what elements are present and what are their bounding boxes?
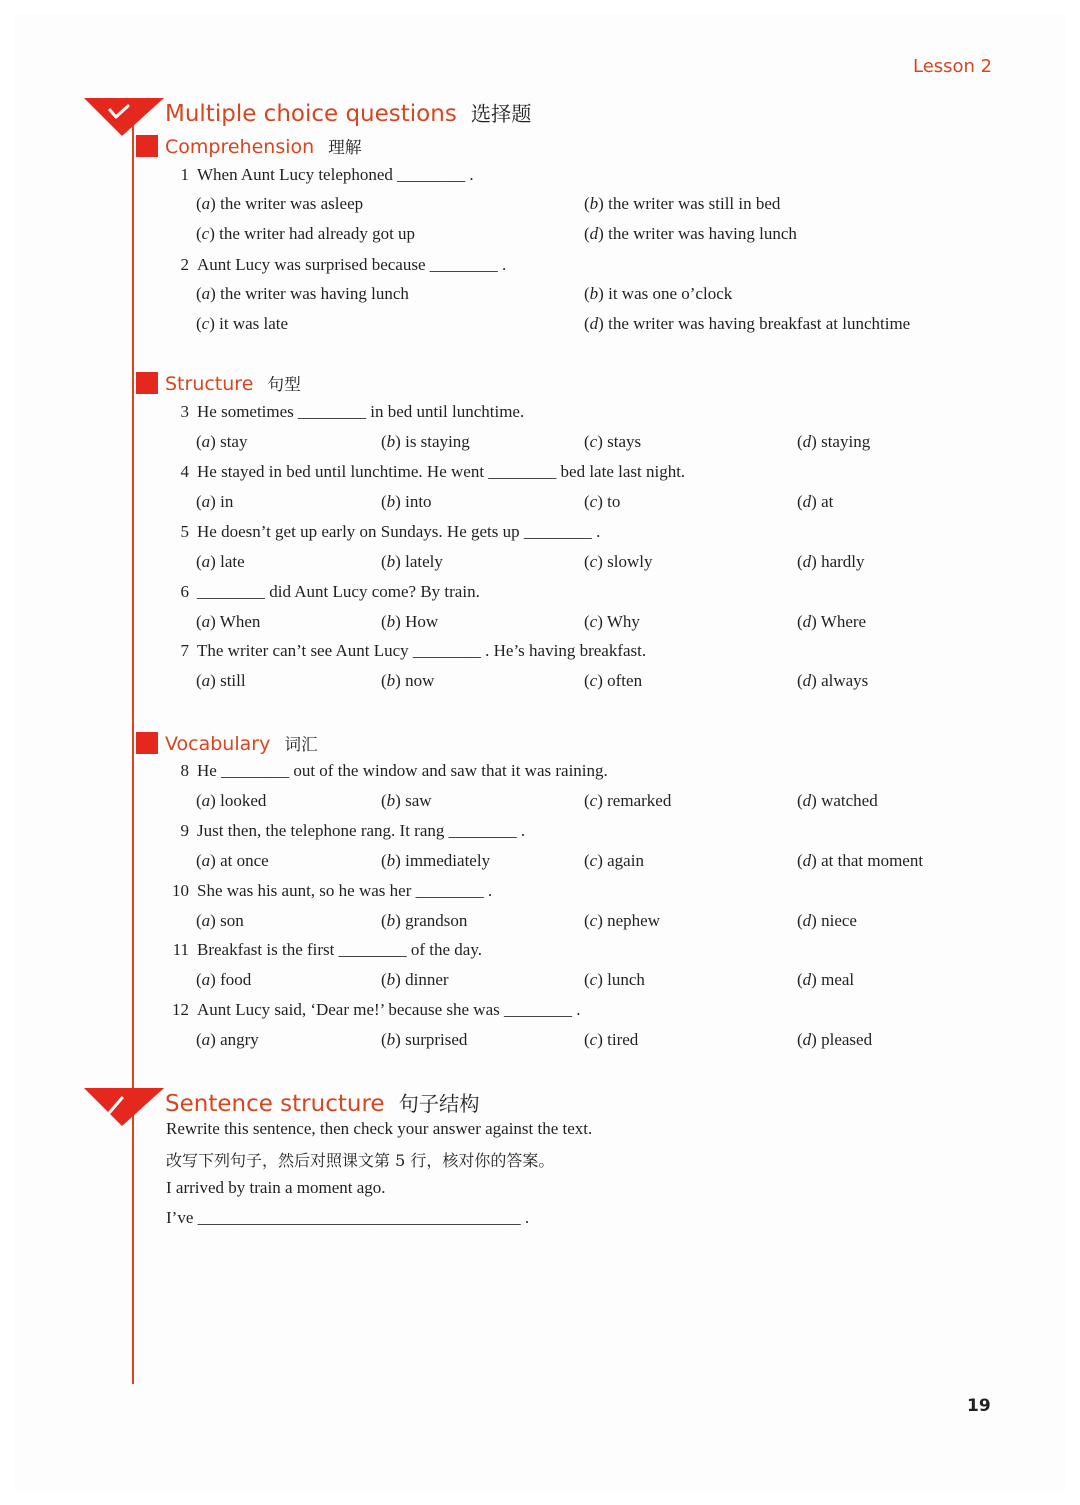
option-4b[interactable]: (b) into (381, 492, 432, 511)
instruction-text: Rewrite this sentence, then check your answer against the text. (166, 1119, 593, 1138)
option-6c[interactable]: (c) Why (584, 612, 640, 631)
instruction-text-zh: 改写下列句子，然后对照课文第 5 行，核对你的答案。 (166, 1151, 555, 1170)
option-12b[interactable]: (b) surprised (381, 1030, 468, 1049)
option-11d[interactable]: (d) meal (797, 970, 855, 989)
option-1b[interactable]: (b) the writer was still in bed (584, 194, 781, 213)
option-3d[interactable]: (d) staying (797, 432, 871, 451)
option-1c[interactable]: (c) the writer had already got up (196, 224, 416, 243)
option-6a[interactable]: (a) When (196, 612, 261, 631)
option-10b[interactable]: (b) grandson (381, 911, 468, 930)
option-9c[interactable]: (c) again (584, 851, 644, 870)
option-5b[interactable]: (b) lately (381, 552, 443, 571)
pencil-icon (84, 1088, 164, 1126)
option-7b[interactable]: (b) now (381, 671, 435, 690)
source-sentence: I arrived by train a moment ago. (166, 1178, 386, 1197)
option-9a[interactable]: (a) at once (196, 851, 269, 870)
option-6d[interactable]: (d) Where (797, 612, 867, 631)
option-5d[interactable]: (d) hardly (797, 552, 865, 571)
option-4c[interactable]: (c) to (584, 492, 621, 511)
option-7c[interactable]: (c) often (584, 671, 643, 690)
option-10d[interactable]: (d) niece (797, 911, 857, 930)
page-number: 19 (967, 1396, 991, 1416)
option-7a[interactable]: (a) still (196, 671, 246, 690)
section-title-sentence-structure: Sentence structure 句子结构 (165, 1091, 480, 1117)
option-8a[interactable]: (a) looked (196, 791, 267, 810)
option-1a[interactable]: (a) the writer was asleep (196, 194, 364, 213)
option-3c[interactable]: (c) stays (584, 432, 642, 451)
option-10c[interactable]: (c) nephew (584, 911, 661, 930)
option-4d[interactable]: (d) at (797, 492, 834, 511)
option-12c[interactable]: (c) tired (584, 1030, 639, 1049)
option-8c[interactable]: (c) remarked (584, 791, 672, 810)
option-9d[interactable]: (d) at that moment (797, 851, 924, 870)
option-10a[interactable]: (a) son (196, 911, 244, 930)
option-12a[interactable]: (a) angry (196, 1030, 259, 1049)
option-8d[interactable]: (d) watched (797, 791, 878, 810)
section-title-vocabulary: Vocabulary 词汇 (165, 733, 318, 755)
section-title-comprehension: Comprehension 理解 (165, 136, 362, 158)
option-1d[interactable]: (d) the writer was having lunch (584, 224, 797, 243)
option-12d[interactable]: (d) pleased (797, 1030, 873, 1049)
option-3b[interactable]: (b) is staying (381, 432, 470, 451)
checkmark-icon (84, 98, 164, 136)
option-6b[interactable]: (b) How (381, 612, 439, 631)
option-2a[interactable]: (a) the writer was having lunch (196, 284, 409, 303)
lesson-label: Lesson 2 (913, 56, 993, 77)
option-11b[interactable]: (b) dinner (381, 970, 449, 989)
option-2d[interactable]: (d) the writer was having breakfast at lunchtime (584, 314, 911, 333)
option-11c[interactable]: (c) lunch (584, 970, 645, 989)
margin-line (132, 112, 134, 1384)
option-5c[interactable]: (c) slowly (584, 552, 653, 571)
option-5a[interactable]: (a) late (196, 552, 245, 571)
option-8b[interactable]: (b) saw (381, 791, 432, 810)
option-2b[interactable]: (b) it was one o’clock (584, 284, 733, 303)
section-marker (136, 372, 158, 394)
section-title-structure: Structure 句型 (165, 373, 301, 395)
section-title-mcq: Multiple choice questions 选择题 (165, 101, 532, 127)
option-11a[interactable]: (a) food (196, 970, 252, 989)
option-2c[interactable]: (c) it was late (196, 314, 289, 333)
option-4a[interactable]: (a) in (196, 492, 234, 511)
answer-field[interactable]: I’ve ______________________________________ . (166, 1208, 530, 1227)
option-9b[interactable]: (b) immediately (381, 851, 491, 870)
section-marker (136, 135, 158, 157)
section-marker (136, 732, 158, 754)
option-7d[interactable]: (d) always (797, 671, 869, 690)
option-3a[interactable]: (a) stay (196, 432, 248, 451)
